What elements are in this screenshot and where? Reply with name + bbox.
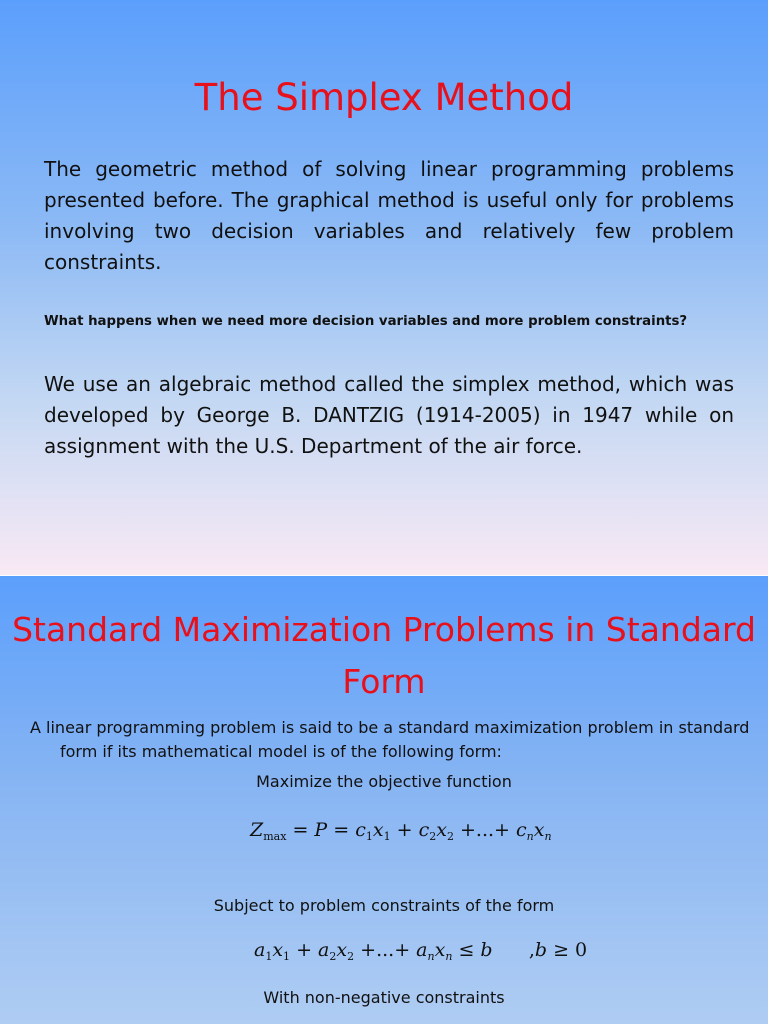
nonnegative-label: With non-negative constraints <box>263 988 505 1007</box>
intro-paragraph: The geometric method of solving linear programming problems presented before. The graphical method is useful only for problems involving two decision variables and relatively few problem constraints. <box>44 157 734 274</box>
question-text: What happens when we need more decision variables and more problem constraints? <box>44 314 688 329</box>
constraint-formula: $a_1x_1 + a_2x_2$ +...+ $a_nx_n \le b$ ,b ≥ 0 <box>254 939 588 963</box>
objective-label: Maximize the objective function <box>256 772 512 791</box>
slide-title: Standard Maximization Problems in Standard Form <box>12 610 756 701</box>
slide-standard-form <box>0 576 768 1024</box>
definition-paragraph: A linear programming problem is said to be a standard maximization problem in standard form if its mathematical model is of the following form: <box>30 718 750 761</box>
slide-title: The Simplex Method <box>194 76 574 119</box>
constraints-label: Subject to problem constraints of the form <box>213 896 555 915</box>
objective-formula: $Z_{max} = P = c_1x_1 + c_2x_2$ +...+ $c_nx_n$ <box>250 819 552 843</box>
simplex-paragraph: We use an algebraic method called the simplex method, which was developed by George B. DANTZIG (1914-2005) in 1947 while on assignment with the U.S. Department of the air force. <box>44 372 734 458</box>
